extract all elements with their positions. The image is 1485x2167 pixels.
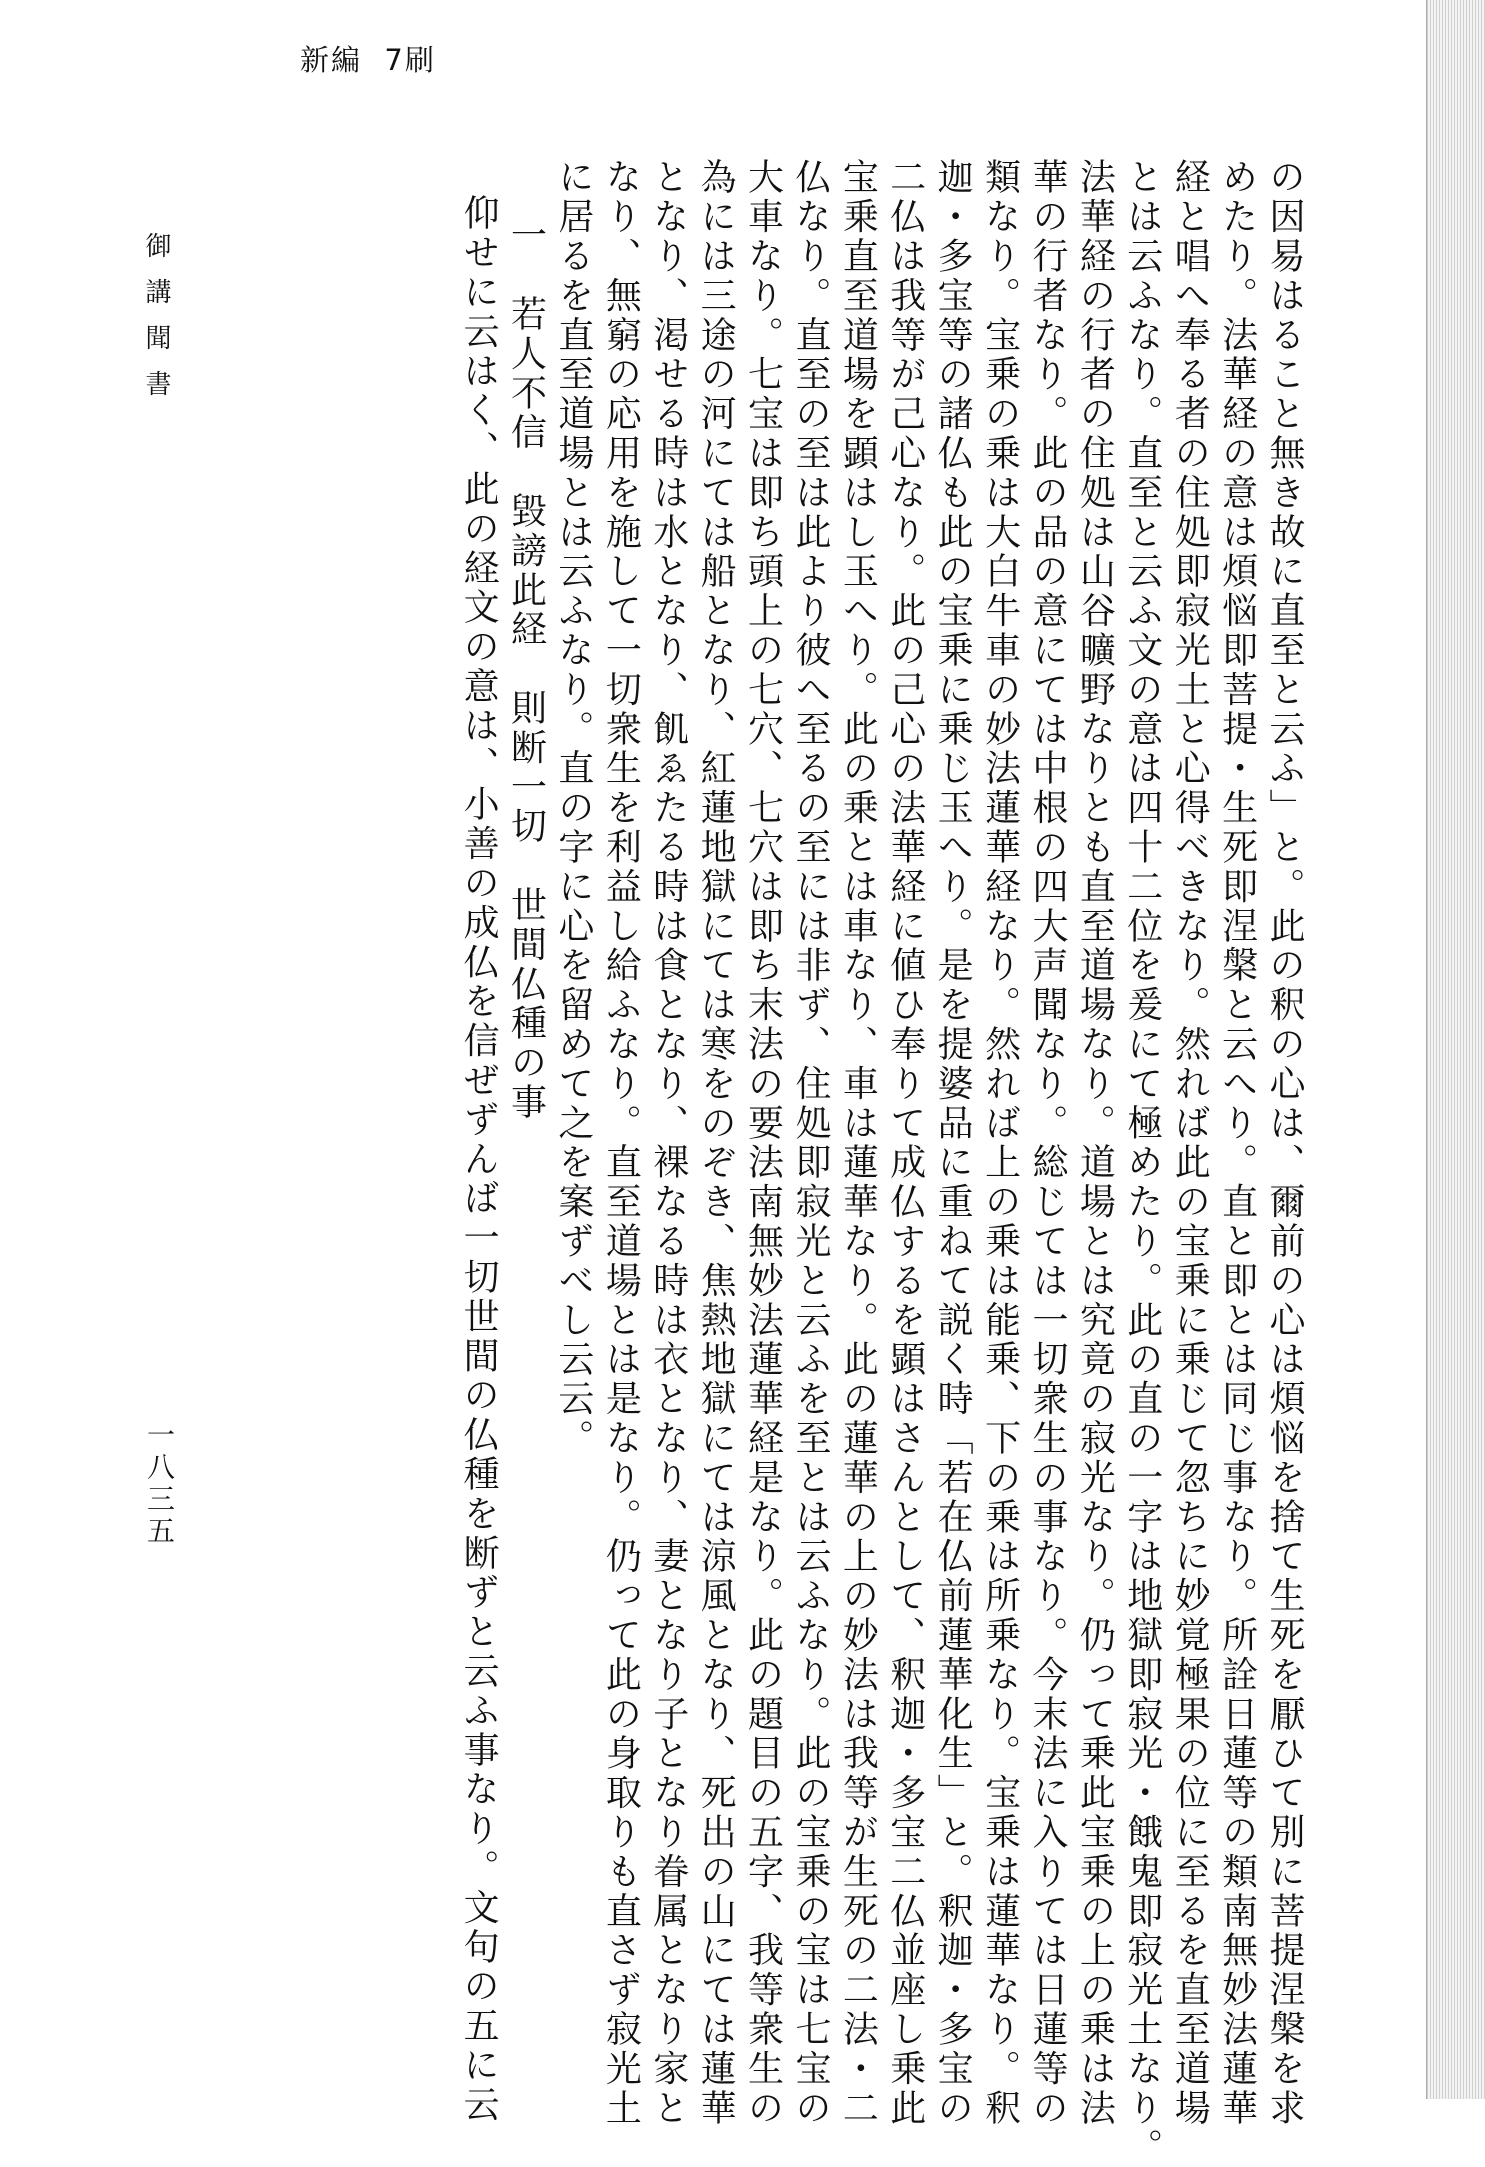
section-heading: 一 若人不信 毀謗此経 則断一切 世間仏種の事 [505, 215, 547, 1122]
text-column: めたり。法華経の意は煩悩即菩提・生死即涅槃と云へり。直と即とは同じ事なり。所詮日蓮等の類南無妙法蓮華 [1216, 158, 1258, 2128]
text-column: 二仏は我等が己心なり。此の己心の法華経に値ひ奉りて成仏するを顕はさんとして、釈迦・多宝二仏並座し乗此 [884, 158, 926, 2128]
edition-label: 新編 7刷 [300, 43, 436, 77]
running-title: 御講聞書 [141, 232, 171, 416]
vertical-body-text [198, 158, 1308, 2167]
text-column: の因易はること無き故に直至と云ふ」と。此の釈の心は、爾前の心は煩悩を捨て生死を厭ひて別に菩提涅槃を求 [1264, 158, 1305, 2129]
text-column: なり、無窮の応用を施して一切衆生を利益し給ふなり。直至道場とは是なり。仍って此の身取りも直さず寂光土 [600, 158, 642, 2128]
text-column: 華の行者なり。此の品の意にては中根の四大声聞なり。総じては一切衆生の事なり。今末法に入りては日蓮等の [1026, 158, 1068, 2128]
text-column: に居るを直至道場とは云ふなり。直の字に心を留めて之を案ずべし云云。 [552, 158, 594, 1459]
text-column: 仰せに云はく、此の経文の意は、小善の成仏を信ぜずんば一切世間の仏種を断ずと云ふ事なり。文句の五に云 [458, 194, 500, 2125]
page-number: 一八三五 [143, 1420, 176, 1548]
text-column: となり、渇せる時は水となり、飢ゑたる時は食となり、裸なる時は衣となり、妻となり子となり眷属となり家と [647, 158, 689, 2128]
text-column: 宝乗直至道場を顕はし玉へり。此の乗とは車なり、車は蓮華なり。此の蓮華の上の妙法は我等が生死の二法・二 [837, 158, 879, 2128]
book-spine-edge [1426, 0, 1485, 2099]
text-column: 迦・多宝等の諸仏も此の宝乗に乗じ玉へり。是を提婆品に重ねて説く時「若在仏前蓮華化生」と。釈迦・多宝の [932, 158, 974, 2129]
text-column: 類なり。宝乗の乗は大白牛車の妙法蓮華経なり。然れば上の乗は能乗、下の乗は所乗なり。宝乗は蓮華なり。釈 [979, 158, 1021, 2128]
text-column: 経と唱へ奉る者の住処即寂光土と心得べきなり。然れば此の宝乗に乗じて忽ちに妙覚極果の位に至るを直至道場 [1169, 158, 1211, 2128]
text-column: 法華経の行者の住処は山谷曠野なりとも直至道場なり。道場とは究竟の寂光なり。仍って乗此宝乗の上の乗は法 [1074, 158, 1116, 2128]
text-column: 仏なり。直至の至は此より彼へ至るの至には非ず、住処即寂光と云ふを至とは云ふなり。此の宝乗の宝は七宝の [789, 158, 831, 2128]
text-column: とは云ふなり。直至と云ふ文の意は四十二位を爰にて極めたり。此の直の一字は地獄即寂光・餓鬼即寂光土なり。 [1121, 158, 1163, 2167]
text-column: 為には三途の河にては船となり、紅蓮地獄にては寒をのぞき、焦熱地獄にては涼風となり、死出の山にては蓮華 [695, 158, 737, 2128]
text-column: 大車なり。七宝は即ち頭上の七穴、七穴は即ち末法の要法南無妙法蓮華経是なり。此の題目の五字、我等衆生の [742, 158, 784, 2128]
